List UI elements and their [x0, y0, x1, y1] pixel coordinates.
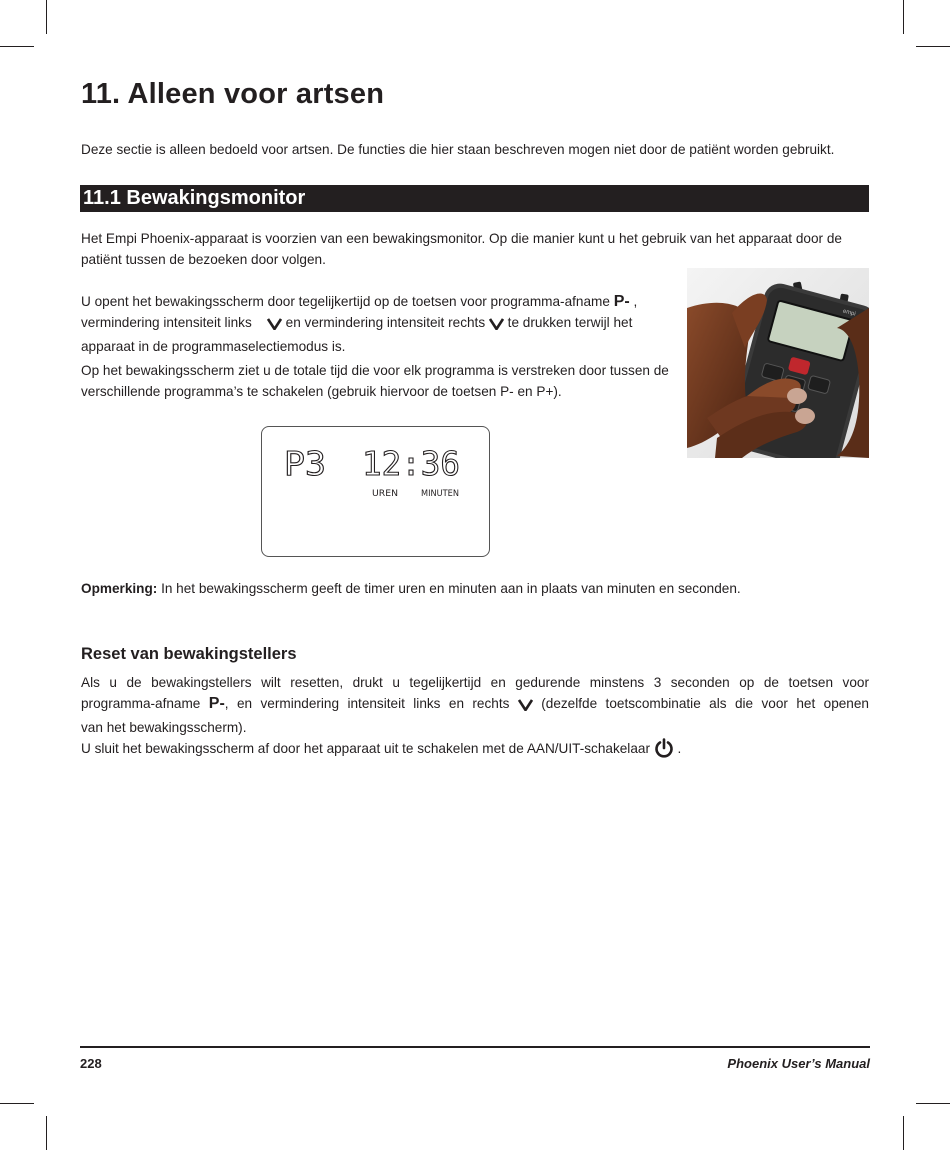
footer-title: Phoenix User’s Manual — [727, 1056, 870, 1071]
paragraph-intro-monitor: Het Empi Phoenix-apparaat is voorzien van een bewakingsmonitor. Op die manier kunt u het gebruik van het apparaat door de patiënt tussen de bezoeken door volgen. — [81, 231, 842, 267]
device-brand-label: empi — [842, 308, 857, 318]
p-minus-key-icon: P- — [208, 695, 225, 712]
arrow-down-icon — [267, 315, 282, 336]
intro-paragraph: Deze sectie is alleen bedoeld voor artsen. De functies die hier staan beschreven mogen niet door de patiënt worden gebruikt. — [81, 142, 835, 157]
crop-mark — [0, 1103, 34, 1104]
lcd-display — [261, 426, 490, 557]
footer-rule — [80, 1046, 870, 1048]
crop-mark — [0, 46, 34, 47]
reset-paragraph: Als u de bewakingstellers wilt resetten, drukt u tegelijkertijd en gedurende minstens 3 seconden op de toetsen voor programma-afname P-, en vermindering intensiteit links en rechts (dezelfde toetscombinatie als die voor het openen van het bewakingsscherm). U sluit het bewakingsscherm af door het apparaat uit te schakelen met de AAN/UIT-schakelaar . — [81, 672, 869, 764]
lcd-label-hours: UREN — [372, 489, 398, 499]
crop-mark — [46, 1116, 47, 1150]
page-title: 11. Alleen voor artsen — [81, 78, 385, 110]
lcd-time: 12:36 — [362, 444, 460, 483]
device-photo — [687, 268, 869, 458]
section-title: 11.1 Bewakingsmonitor — [83, 187, 306, 209]
crop-mark — [903, 1116, 904, 1150]
note-label: Opmerking: — [81, 581, 158, 596]
page-number: 228 — [80, 1056, 102, 1071]
section-header — [80, 185, 869, 212]
crop-mark — [916, 1103, 950, 1104]
lcd-program: P3 — [284, 444, 326, 483]
paragraph-monitor-screen: Op het bewakingsscherm ziet u de totale tijd die voor elk programma is verstreken door tussen de verschillende programma’s te schakelen (gebruik hiervoor de toetsen P- en P+). — [81, 363, 669, 399]
lcd-label-minutes: MINUTEN — [421, 489, 459, 499]
reset-heading: Reset van bewakingstellers — [81, 645, 297, 663]
crop-mark — [903, 0, 904, 34]
crop-mark — [916, 46, 950, 47]
power-icon — [654, 738, 674, 764]
arrow-down-icon — [489, 315, 504, 336]
crop-mark — [46, 0, 47, 34]
note-paragraph: Opmerking: In het bewakingsscherm geeft de timer uren en minuten aan in plaats van minuten en seconden. — [81, 581, 741, 596]
arrow-down-icon — [518, 696, 533, 717]
paragraph-open-monitor: U opent het bewakingsscherm door tegelijkertijd op de toetsen voor programma-afname P- , vermindering intensiteit links en vermindering intensiteit rechts te drukken terwijl het apparaat in de programmaselectiemodus is. — [81, 293, 638, 354]
p-minus-key-icon: P- — [613, 293, 630, 310]
